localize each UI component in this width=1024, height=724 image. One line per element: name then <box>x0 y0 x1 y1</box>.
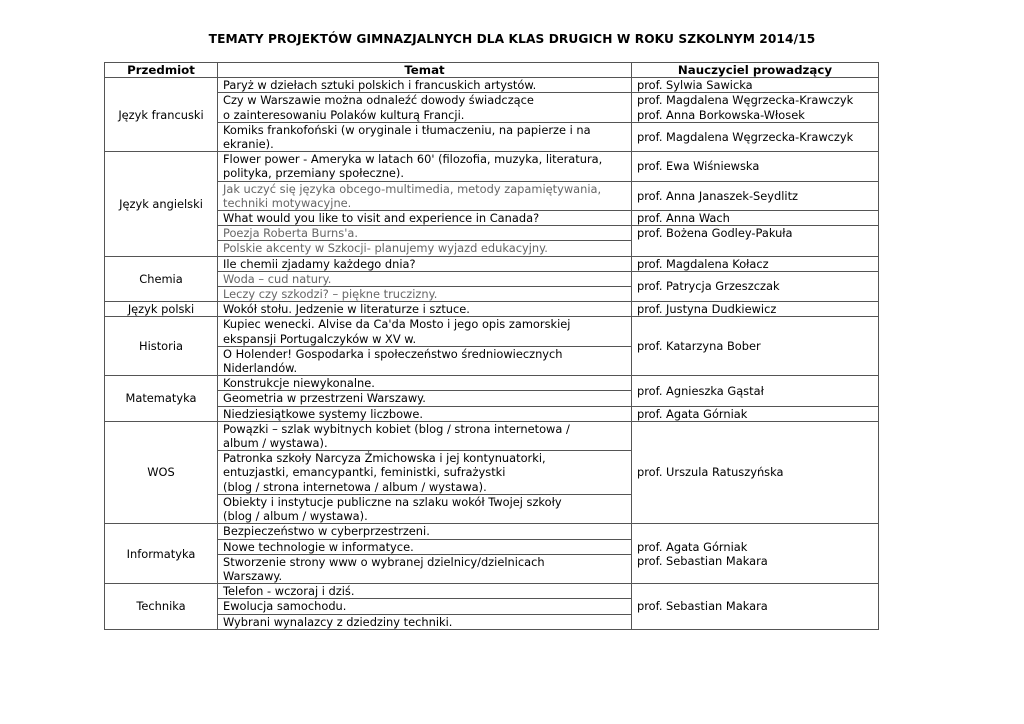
teacher-cell: prof. Magdalena Węgrzecka-Krawczyk prof. Anna Borkowska-Włosek <box>632 93 879 122</box>
subject-cell: WOS <box>105 421 218 523</box>
header-subject: Przedmiot <box>105 63 218 78</box>
teacher-cell: prof. Magdalena Kołacz <box>632 256 879 271</box>
header-row <box>105 63 879 78</box>
table-row <box>105 211 879 226</box>
subject-cell: Technika <box>105 584 218 630</box>
teacher-cell: prof. Anna Wach <box>632 211 879 226</box>
topic-cell: Bezpieczeństwo w cyberprzestrzeni. <box>218 524 632 539</box>
topic-cell: Obiekty i instytucje publiczne na szlaku wokół Twojej szkoły (blog / album / wystawa). <box>218 494 632 523</box>
subject-cell: Chemia <box>105 256 218 302</box>
teacher-cell: prof. Agnieszka Gąstał <box>632 376 879 406</box>
topic-cell: Flower power - Ameryka w latach 60' (filozofia, muzyka, literatura, polityka, przemiany społeczne). <box>218 152 632 181</box>
teacher-cell: prof. Agata Górniak <box>632 406 879 421</box>
topic-cell: Ile chemii zjadamy każdego dnia? <box>218 256 632 271</box>
table-row <box>105 302 879 317</box>
subject-cell: Język polski <box>105 302 218 317</box>
table-row <box>105 317 879 346</box>
teacher-cell: prof. Sylwia Sawicka <box>632 78 879 93</box>
topic-cell: Leczy czy szkodzi? – piękne truczizny. <box>218 287 632 302</box>
topic-cell: Komiks frankofoński (w oryginale i tłumaczeniu, na papierze i na ekranie). <box>218 122 632 151</box>
teacher-cell: prof. Bożena Godley-Pakuła <box>632 226 879 256</box>
header-teacher: Nauczyciel prowadzący <box>632 63 879 78</box>
topic-cell: Niedziesiątkowe systemy liczbowe. <box>218 406 632 421</box>
table-row <box>105 524 879 539</box>
subject-cell: Historia <box>105 317 218 376</box>
topic-cell: Nowe technologie w informatyce. <box>218 539 632 554</box>
teacher-cell: prof. Magdalena Węgrzecka-Krawczyk <box>632 122 879 151</box>
topic-cell: Poezja Roberta Burns'a. <box>218 226 632 241</box>
table-row <box>105 93 879 122</box>
teacher-cell: prof. Sebastian Makara <box>632 584 879 630</box>
table-row <box>105 181 879 210</box>
topic-cell: Czy w Warszawie można odnaleźć dowody świadczące o zainteresowaniu Polaków kulturą Francji. <box>218 93 632 122</box>
teacher-cell: prof. Agata Górniak prof. Sebastian Makara <box>632 524 879 584</box>
projects-table <box>104 62 879 630</box>
topic-cell: Jak uczyć się języka obcego-multimedia, metody zapamiętywania, techniki motywacyjne. <box>218 181 632 210</box>
table-row <box>105 122 879 151</box>
teacher-cell: prof. Anna Janaszek-Seydlitz <box>632 181 879 210</box>
table-row <box>105 421 879 450</box>
teacher-cell: prof. Ewa Wiśniewska <box>632 152 879 181</box>
subject-cell: Język francuski <box>105 78 218 152</box>
teacher-cell: prof. Katarzyna Bober <box>632 317 879 376</box>
table-row <box>105 78 879 93</box>
topic-cell: Powązki – szlak wybitnych kobiet (blog / strona internetowa / album / wystawa). <box>218 421 632 450</box>
topic-cell: Konstrukcje niewykonalne. <box>218 376 632 391</box>
subject-cell: Język angielski <box>105 152 218 256</box>
topic-cell: Stworzenie strony www o wybranej dzielnicy/dzielnicach Warszawy. <box>218 554 632 583</box>
subject-cell: Matematyka <box>105 376 218 422</box>
teacher-cell: prof. Justyna Dudkiewicz <box>632 302 879 317</box>
table-row <box>105 152 879 181</box>
table-row <box>105 256 879 271</box>
topic-cell: Patronka szkoły Narcyza Żmichowska i jej kontynuatorki, entuzjastki, emancypantki, feministki, sufrażystki (blog / strona internetowa / album / wystawa). <box>218 451 632 495</box>
topic-cell: Wokół stołu. Jedzenie w literaturze i sztuce. <box>218 302 632 317</box>
topic-cell: Wybrani wynalazcy z dziedziny techniki. <box>218 614 632 629</box>
header-topic: Temat <box>218 63 632 78</box>
topic-cell: Geometria w przestrzeni Warszawy. <box>218 391 632 406</box>
table-row <box>105 584 879 599</box>
teacher-cell: prof. Urszula Ratuszyńska <box>632 421 879 523</box>
topic-cell: What would you like to visit and experience in Canada? <box>218 211 632 226</box>
table-row <box>105 271 879 286</box>
topic-cell: O Holender! Gospodarka i społeczeństwo średniowiecznych Niderlandów. <box>218 346 632 375</box>
topic-cell: Kupiec wenecki. Alvise da Ca'da Mosto i jego opis zamorskiej ekspansji Portugalczyków w XV w. <box>218 317 632 346</box>
subject-cell: Informatyka <box>105 524 218 584</box>
topic-cell: Telefon - wczoraj i dziś. <box>218 584 632 599</box>
table-row <box>105 406 879 421</box>
table-row <box>105 376 879 391</box>
table-row <box>105 226 879 241</box>
topic-cell: Paryż w dziełach sztuki polskich i francuskich artystów. <box>218 78 632 93</box>
teacher-cell: prof. Patrycja Grzeszczak <box>632 271 879 301</box>
topic-cell: Polskie akcenty w Szkocji- planujemy wyjazd edukacyjny. <box>218 241 632 256</box>
topic-cell: Ewolucja samochodu. <box>218 599 632 614</box>
document-title: TEMATY PROJEKTÓW GIMNAZJALNYCH DLA KLAS DRUGICH W ROKU SZKOLNYM 2014/15 <box>208 32 816 46</box>
topic-cell: Woda – cud natury. <box>218 271 632 286</box>
